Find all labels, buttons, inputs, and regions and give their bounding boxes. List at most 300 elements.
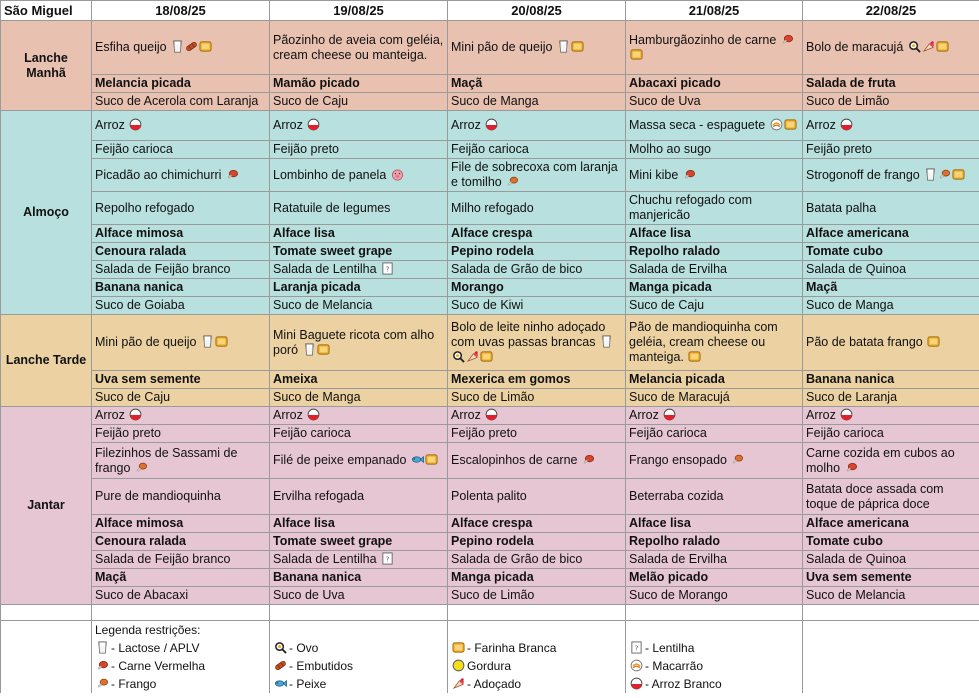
menu-cell [803, 389, 979, 407]
menu-cell [92, 533, 270, 551]
empty-cell [803, 639, 979, 657]
menu-cell [448, 279, 626, 297]
dish-text: Mini kibe [629, 167, 679, 182]
peixe-icon [274, 677, 287, 690]
menu-cell [626, 225, 803, 243]
dish-text: Arroz [273, 408, 303, 422]
menu-cell [92, 261, 270, 279]
frango-icon [938, 168, 951, 181]
legend-label: - Carne Vermelha [111, 659, 206, 673]
dish-text: Massa seca - espaguete [629, 118, 766, 132]
menu-cell [448, 443, 626, 479]
menu-cell [270, 533, 448, 551]
menu-cell [270, 225, 448, 243]
dish-text: Tomate cubo [806, 534, 883, 548]
legend-item [270, 675, 448, 693]
leite-icon [600, 335, 613, 348]
date-header: 21/08/25 [626, 1, 803, 21]
menu-cell [803, 533, 979, 551]
dish-text: Salada de Grão de bico [451, 552, 583, 566]
menu-cell [626, 75, 803, 93]
porco-icon [391, 168, 404, 181]
leite-icon [171, 40, 184, 53]
dish-text: Filé de peixe empanado [273, 453, 407, 467]
menu-cell [626, 389, 803, 407]
legend-item [92, 657, 270, 675]
carne-icon [582, 453, 595, 466]
dish-text: Alface lisa [629, 516, 691, 530]
carne-icon [226, 168, 239, 181]
legend-item [270, 657, 448, 675]
menu-cell [92, 297, 270, 315]
menu-cell [270, 21, 448, 75]
menu-row [1, 569, 979, 587]
menu-cell [626, 425, 803, 443]
dish-text: Maçã [451, 76, 483, 90]
menu-cell [803, 159, 979, 192]
menu-row [1, 141, 979, 159]
legend-title-row [1, 621, 979, 640]
empty-cell [1, 605, 92, 621]
menu-cell [803, 75, 979, 93]
farinha-icon [199, 40, 212, 53]
menu-cell [803, 297, 979, 315]
dish-text: Laranja picada [273, 280, 361, 294]
arroz-icon [485, 408, 498, 421]
dish-text: Suco de Uva [629, 94, 701, 108]
dish-text: Suco de Melancia [806, 588, 906, 602]
peixe-icon [411, 453, 424, 466]
dish-text: Feijão preto [273, 142, 340, 156]
farinha-icon [784, 118, 797, 131]
menu-cell [270, 192, 448, 225]
dish-text: Mamão picado [273, 76, 360, 90]
menu-row [1, 21, 979, 75]
dish-text: Alface lisa [273, 516, 335, 530]
header-row [1, 1, 979, 21]
menu-row [1, 407, 979, 425]
dish-text: Strogonoff de frango [806, 167, 920, 182]
menu-row [1, 111, 979, 141]
menu-cell [448, 261, 626, 279]
menu-row [1, 315, 979, 371]
legend-label: - Farinha Branca [467, 641, 557, 655]
legend-label: - Frango [111, 677, 157, 691]
dish-text: Maçã [806, 280, 838, 294]
menu-cell [803, 371, 979, 389]
menu-row [1, 515, 979, 533]
meal-label: Lanche Manhã [1, 21, 92, 111]
leite-icon [201, 335, 214, 348]
menu-cell [92, 569, 270, 587]
menu-cell [92, 587, 270, 605]
legend-item [448, 675, 626, 693]
menu-cell [626, 407, 803, 425]
menu-cell [448, 479, 626, 515]
empty-cell [1, 657, 92, 675]
menu-cell [448, 315, 626, 371]
dish-text: Salada de Ervilha [629, 552, 727, 566]
legend-item [448, 639, 626, 657]
legend-label: - Lactose / APLV [111, 641, 200, 655]
dish-text: Picadão ao chimichurri [95, 167, 222, 182]
lentilha-icon [630, 641, 643, 654]
dish-text: Pure de mandioquinha [95, 489, 221, 503]
frango-icon [731, 453, 744, 466]
menu-cell [92, 389, 270, 407]
dish-text: Banana nanica [806, 372, 895, 386]
menu-cell [448, 297, 626, 315]
menu-cell [270, 371, 448, 389]
leite-icon [96, 641, 109, 654]
menu-cell [270, 515, 448, 533]
legend-item [92, 675, 270, 693]
menu-cell [270, 159, 448, 192]
menu-cell [626, 371, 803, 389]
legend-item [626, 675, 803, 693]
legend-item [270, 639, 448, 657]
menu-cell [448, 141, 626, 159]
dish-text: Manga picada [629, 280, 712, 294]
dish-text: Pepino rodela [451, 244, 534, 258]
dish-text: Polenta palito [451, 489, 527, 503]
menu-cell [448, 192, 626, 225]
dish-text: Abacaxi picado [629, 76, 721, 90]
dish-text: Mexerica em gomos [451, 372, 571, 386]
date-header: 18/08/25 [92, 1, 270, 21]
farinha-icon [688, 350, 701, 363]
adocado-icon [466, 350, 479, 363]
svg-text:?: ? [385, 554, 390, 564]
dish-text: Salada de Lentilha [273, 552, 377, 566]
dish-text: Alface americana [806, 516, 909, 530]
menu-cell [270, 297, 448, 315]
dish-text: Uva sem semente [95, 372, 201, 386]
menu-row [1, 192, 979, 225]
dish-text: Alface americana [806, 226, 909, 240]
menu-cell [626, 192, 803, 225]
dish-text: Feijão carioca [806, 426, 884, 440]
menu-cell [626, 93, 803, 111]
menu-cell [92, 407, 270, 425]
carne-icon [845, 461, 858, 474]
menu-cell [803, 315, 979, 371]
dish-text: Alface mimosa [95, 226, 184, 240]
macarrao-icon [630, 659, 643, 672]
carne-icon [96, 659, 109, 672]
menu-row [1, 279, 979, 297]
dish-text: Salada de Feijão branco [95, 262, 231, 276]
dish-text: Feijão carioca [451, 142, 529, 156]
dish-text: Suco de Kiwi [451, 298, 524, 312]
menu-cell [626, 111, 803, 141]
dish-text: Bolo de maracujá [806, 40, 904, 54]
menu-cell [803, 21, 979, 75]
empty-cell [803, 621, 979, 640]
menu-cell [803, 425, 979, 443]
dish-text: Beterraba cozida [629, 489, 724, 503]
meal-label: Lanche Tarde [1, 315, 92, 407]
menu-cell [270, 443, 448, 479]
menu-cell [803, 569, 979, 587]
dish-text: Ratatuile de legumes [273, 200, 391, 215]
dish-text: Salada de Grão de bico [451, 262, 583, 276]
dish-text: Alface crespa [451, 516, 533, 530]
dish-text: Feijão preto [95, 426, 162, 440]
empty-cell [270, 621, 448, 640]
date-header: 20/08/25 [448, 1, 626, 21]
farinha-icon [927, 335, 940, 348]
menu-cell [92, 425, 270, 443]
dish-text: Suco de Morango [629, 588, 728, 602]
menu-row [1, 261, 979, 279]
menu-cell [448, 587, 626, 605]
menu-row [1, 551, 979, 569]
menu-cell [92, 75, 270, 93]
arroz-icon [129, 118, 142, 131]
menu-cell [626, 315, 803, 371]
farinha-icon [952, 168, 965, 181]
dish-text: Tomate sweet grape [273, 244, 393, 258]
menu-cell [92, 141, 270, 159]
dish-text: Pão de mandioquinha com geléia, cream cheese ou manteiga. [629, 320, 778, 364]
legend-item [448, 657, 626, 675]
menu-cell [803, 587, 979, 605]
dish-text: Suco de Limão [806, 94, 890, 108]
dish-text: Salada de Quinoa [806, 262, 907, 276]
farinha-icon [215, 335, 228, 348]
menu-cell [626, 443, 803, 479]
dish-text: Suco de Goiaba [95, 298, 185, 312]
menu-cell [448, 515, 626, 533]
menu-cell [626, 141, 803, 159]
legend-row [1, 675, 979, 693]
menu-cell [626, 279, 803, 297]
leite-icon [303, 343, 316, 356]
frango-icon [506, 175, 519, 188]
farinha-icon [630, 48, 643, 61]
dish-text: Banana nanica [95, 280, 184, 294]
empty-cell [803, 605, 979, 621]
menu-cell [626, 569, 803, 587]
ovo-icon [452, 350, 465, 363]
spacer-row [1, 605, 979, 621]
menu-cell [92, 111, 270, 141]
menu-cell [270, 93, 448, 111]
menu-cell [803, 192, 979, 225]
dish-text: Frango ensopado [629, 453, 727, 467]
dish-text: Tomate cubo [806, 244, 883, 258]
legend-row [1, 657, 979, 675]
menu-cell [270, 407, 448, 425]
dish-text: Alface lisa [629, 226, 691, 240]
dish-text: Salada de Feijão branco [95, 552, 231, 566]
menu-cell [270, 75, 448, 93]
menu-cell [448, 93, 626, 111]
dish-text: Suco de Maracujá [629, 390, 730, 404]
dish-text: Esfiha queijo [95, 40, 167, 54]
menu-cell [270, 279, 448, 297]
dish-text: Arroz [451, 118, 481, 132]
arroz-icon [663, 408, 676, 421]
dish-text: Feijão carioca [629, 426, 707, 440]
dish-text: Maçã [95, 570, 127, 584]
carne-icon [781, 33, 794, 46]
dish-text: Bolo de leite ninho adoçado com uvas passas brancas [451, 320, 606, 349]
legend-label: - Macarrão [645, 659, 704, 673]
dish-text: Lombinho de panela [273, 167, 387, 182]
menu-cell [92, 279, 270, 297]
menu-row [1, 297, 979, 315]
dish-text: Ameixa [273, 372, 318, 386]
arroz-icon [307, 118, 320, 131]
date-header: 19/08/25 [270, 1, 448, 21]
adocado-icon [452, 677, 465, 690]
menu-row [1, 371, 979, 389]
menu-cell [270, 551, 448, 569]
dish-text: Suco de Melancia [273, 298, 373, 312]
legend-row [1, 639, 979, 657]
menu-row [1, 443, 979, 479]
menu-cell [270, 141, 448, 159]
menu-cell [803, 141, 979, 159]
dish-text: Suco de Caju [629, 298, 705, 312]
lentilha-icon [381, 552, 394, 565]
farinha-icon [936, 40, 949, 53]
leite-icon [557, 40, 570, 53]
legend-label: - Lentilha [645, 641, 695, 655]
dish-text: Pãozinho de aveia com geléia, cream cheese ou manteiga. [273, 32, 444, 62]
dish-text: Arroz [806, 118, 836, 132]
farinha-icon [425, 453, 438, 466]
svg-text:?: ? [634, 643, 639, 653]
empty-cell [803, 657, 979, 675]
leite-icon [924, 168, 937, 181]
empty-cell [1, 675, 92, 693]
menu-cell [92, 551, 270, 569]
dish-text: Uva sem semente [806, 570, 912, 584]
meal-label: Almoço [1, 111, 92, 315]
legend-label: Gordura [467, 659, 512, 673]
legend-label: - Adoçado [467, 677, 522, 691]
dish-text: Batata palha [806, 200, 877, 215]
menu-row [1, 93, 979, 111]
menu-cell [448, 425, 626, 443]
dish-text: Salada de Ervilha [629, 262, 727, 276]
empty-cell [626, 621, 803, 640]
dish-text: Arroz [273, 118, 303, 132]
menu-row [1, 243, 979, 261]
dish-text: Melancia picada [629, 372, 725, 386]
arroz-icon [307, 408, 320, 421]
menu-cell [92, 479, 270, 515]
dish-text: Repolho refogado [95, 200, 195, 215]
dish-text: File de sobrecoxa com laranja e tomilho [451, 160, 618, 189]
dish-text: Hamburgãozinho de carne [629, 32, 777, 47]
arroz-icon [485, 118, 498, 131]
dish-text: Suco de Manga [273, 390, 361, 404]
menu-cell [803, 111, 979, 141]
dish-text: Melão picado [629, 570, 709, 584]
menu-cell [803, 479, 979, 515]
dish-text: Pão de batata frango [806, 335, 923, 349]
arroz-icon [840, 118, 853, 131]
legend-label: - Arroz Branco [645, 677, 722, 691]
menu-cell [92, 315, 270, 371]
menu-cell [803, 279, 979, 297]
dish-text: Suco de Laranja [806, 390, 898, 404]
menu-cell [270, 261, 448, 279]
legend-title: Legenda restrições: [92, 621, 270, 640]
dish-text: Arroz [629, 408, 659, 422]
arroz-icon [840, 408, 853, 421]
dish-text: Manga picada [451, 570, 534, 584]
dish-text: Alface crespa [451, 226, 533, 240]
dish-text: Suco de Limão [451, 588, 535, 602]
menu-cell [92, 371, 270, 389]
dish-text: Molho ao sugo [629, 142, 712, 156]
empty-cell [448, 605, 626, 621]
legend-label: - Embutidos [289, 659, 354, 673]
menu-cell [448, 75, 626, 93]
dish-text: Filezinhos de Sassami de frango [95, 445, 238, 475]
dish-text: Arroz [95, 408, 125, 422]
dish-text: Salada de Lentilha [273, 262, 377, 276]
dish-text: Cenoura ralada [95, 244, 187, 258]
ovo-icon [908, 40, 921, 53]
adocado-icon [922, 40, 935, 53]
menu-cell [92, 225, 270, 243]
dish-text: Chuchu refogado com manjericão [629, 193, 752, 222]
macarrao-icon [770, 118, 783, 131]
dish-text: Repolho ralado [629, 534, 720, 548]
dish-text: Tomate sweet grape [273, 534, 393, 548]
gordura-icon [452, 659, 465, 672]
menu-cell [803, 551, 979, 569]
dish-text: Melancia picada [95, 76, 191, 90]
menu-cell [270, 569, 448, 587]
dish-text: Feijão carioca [273, 426, 351, 440]
menu-row [1, 389, 979, 407]
dish-text: Suco de Manga [806, 298, 894, 312]
menu-row [1, 425, 979, 443]
menu-row [1, 75, 979, 93]
menu-cell [803, 243, 979, 261]
dish-text: Alface lisa [273, 226, 335, 240]
menu-cell [448, 111, 626, 141]
menu-cell [92, 159, 270, 192]
dish-text: Arroz [95, 118, 125, 132]
arroz-icon [630, 677, 643, 690]
menu-cell [270, 111, 448, 141]
dish-text: Mini pão de queijo [95, 335, 197, 349]
empty-cell [448, 621, 626, 640]
legend-item [626, 657, 803, 675]
menu-cell [448, 551, 626, 569]
legend-label: - Ovo [289, 641, 319, 655]
carne-icon [683, 168, 696, 181]
empty-cell [1, 639, 92, 657]
menu-cell [626, 159, 803, 192]
menu-cell [803, 261, 979, 279]
farinha-icon [480, 350, 493, 363]
dish-text: Feijão preto [806, 142, 873, 156]
menu-row [1, 225, 979, 243]
menu-cell [626, 261, 803, 279]
legend-item [92, 639, 270, 657]
dish-text: Banana nanica [273, 570, 362, 584]
menu-cell [270, 425, 448, 443]
